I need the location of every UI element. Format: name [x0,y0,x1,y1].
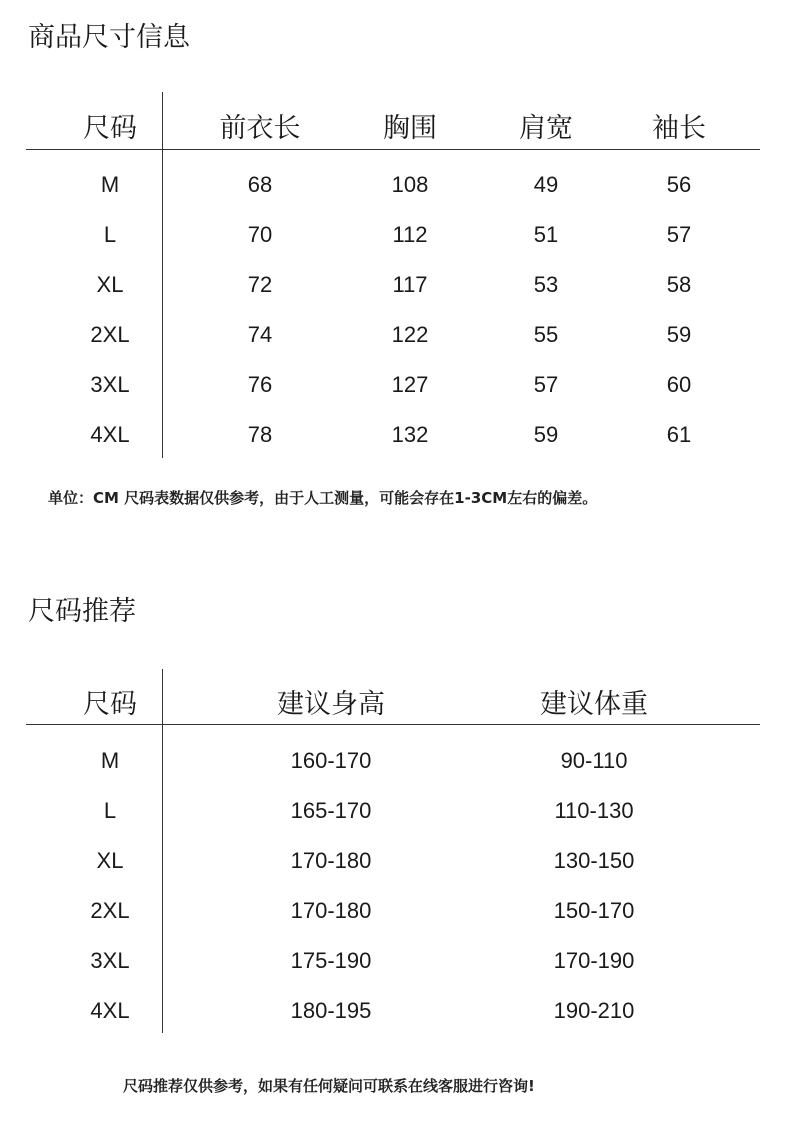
section1-header-1: 前衣长 [219,113,301,144]
section1-cell-r1-c4: 57 [666,222,692,247]
section1-cell-r2-c1: 72 [247,272,273,297]
section1-cell-r0-c0: M [100,172,120,197]
section1-cell-r0-c1: 68 [247,172,273,197]
section1-cell-r3-c3: 55 [533,322,559,347]
section1-cell-r3-c4: 59 [666,322,692,347]
section1-cell-r3-c2: 122 [391,322,429,347]
section1-cell-r5-c2: 132 [391,422,429,447]
section2-cell-r5-c1: 180-195 [290,998,372,1023]
section1-cell-r4-c0: 3XL [90,372,130,397]
section2-cell-r2-c1: 170-180 [290,848,372,873]
section2-cell-r2-c2: 130-150 [553,848,635,873]
section1-cell-r4-c3: 57 [533,372,559,397]
section2-cell-r5-c2: 190-210 [553,998,635,1023]
section1-cell-r2-c0: XL [96,272,124,297]
section1-cell-r2-c3: 53 [533,272,559,297]
section1-cell-r2-c2: 117 [392,272,428,297]
section1-cell-r5-c0: 4XL [90,422,130,447]
section1-header-0: 尺码 [83,113,137,144]
section2-cell-r3-c2: 150-170 [553,898,635,923]
section1-cell-r5-c1: 78 [247,422,273,447]
section1-cell-r2-c4: 58 [666,272,692,297]
section2-header-1: 建议身高 [277,689,385,720]
section2-cell-r1-c2: 110-130 [554,798,634,823]
section2-header-2: 建议体重 [540,689,648,720]
section1-cell-r3-c1: 74 [247,322,273,347]
table1-divider-vertical [162,92,163,458]
section2-cell-r5-c0: 4XL [90,998,130,1023]
section2-cell-r2-c0: XL [96,848,124,873]
section1-cell-r5-c4: 61 [666,422,692,447]
section1-cell-r4-c2: 127 [391,372,429,397]
section1-cell-r4-c1: 76 [247,372,273,397]
section1-cell-r0-c4: 56 [666,172,692,197]
section1-header-4: 袖长 [652,113,706,144]
section2-cell-r4-c2: 170-190 [553,948,635,973]
section2-cell-r0-c0: M [100,748,120,773]
section2-cell-r1-c1: 165-170 [290,798,372,823]
section1-cell-r4-c4: 60 [666,372,692,397]
section2-cell-r4-c1: 175-190 [290,948,372,973]
size-info-title: 商品尺寸信息 [28,22,190,53]
table2-divider-horizontal [26,724,760,725]
section2-cell-r0-c1: 160-170 [290,748,372,773]
size-info-note: 单位：CM 尺码表数据仅供参考，由于人工测量，可能会存在1-3CM左右的偏差。 [48,489,598,507]
section2-cell-r0-c2: 90-110 [560,748,628,773]
section1-header-2: 胸围 [383,113,437,144]
section2-cell-r4-c0: 3XL [90,948,130,973]
section2-cell-r3-c0: 2XL [90,898,130,923]
table1-divider-horizontal [26,149,760,150]
size-recommend-title: 尺码推荐 [28,596,136,627]
section1-cell-r1-c3: 51 [533,222,559,247]
section2-header-0: 尺码 [83,689,137,720]
section2-cell-r3-c1: 170-180 [290,898,372,923]
section1-cell-r0-c2: 108 [391,172,429,197]
section1-header-3: 肩宽 [519,113,573,144]
section1-cell-r1-c2: 112 [392,222,428,247]
section1-cell-r0-c3: 49 [533,172,559,197]
section1-cell-r1-c1: 70 [247,222,273,247]
size-recommend-note: 尺码推荐仅供参考，如果有任何疑问可联系在线客服进行咨询! [123,1077,535,1095]
section2-cell-r1-c0: L [103,798,117,823]
section1-cell-r5-c3: 59 [533,422,559,447]
section1-cell-r1-c0: L [103,222,117,247]
section1-cell-r3-c0: 2XL [90,322,130,347]
